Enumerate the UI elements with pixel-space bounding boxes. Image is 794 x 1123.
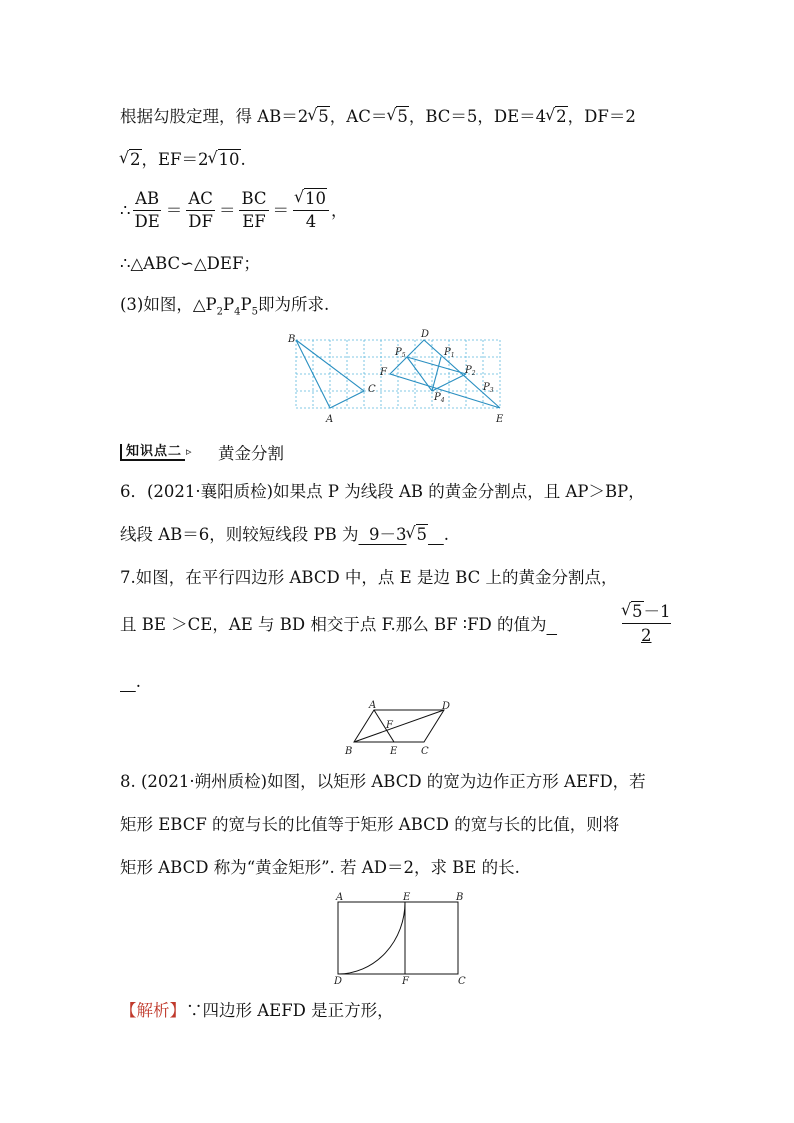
section-tag: 知识点二 ▹ <box>120 440 193 459</box>
equals: ＝ <box>218 200 236 220</box>
solution-text: ∵四边形 AEFD 是正方形， <box>186 1001 394 1020</box>
proof-line-1 <box>120 106 636 128</box>
label-F: F <box>380 367 387 378</box>
fraction-sqrt10-4: √ $\frac{10}{4}$ <box>293 188 329 233</box>
proof-line-2 <box>120 149 246 171</box>
label-B: B <box>288 334 296 345</box>
label-A: A <box>336 892 344 903</box>
grid-figure-triangles <box>284 326 514 426</box>
label-P3: $P_3$ <box>483 382 494 394</box>
q6-line2: 线段 AB＝6，则较短线段 PB 为 9－3√ 5 . <box>120 524 449 546</box>
label-E: E <box>496 414 504 425</box>
sqrt: √ 5 <box>387 106 409 128</box>
q8-line2: 矩形 EBCF 的宽与长的比值等于矩形 ABCD 的宽与长的比值，则将 <box>120 815 620 834</box>
text: ，EF＝2 <box>141 150 209 169</box>
part3-line: (3)如图，$\triangle P_2P_4P_5$即为所求. <box>120 295 330 318</box>
q7-line1: 7.如图，在平行四边形 ABCD 中，点 E 是边 BC 上的黄金分割点， <box>120 568 618 587</box>
sqrt: √ 5 <box>308 106 330 128</box>
sqrt: √ 10 <box>209 149 241 171</box>
therefore-symbol: ∴ <box>120 200 131 220</box>
parallelogram-lines <box>354 710 444 742</box>
label-C: C <box>458 976 466 986</box>
label-D: D <box>442 701 451 712</box>
label-C: C <box>421 746 429 757</box>
sqrt: √ 2 <box>120 149 142 171</box>
q6-answer-blank: 9－3√ 5 <box>359 525 444 544</box>
q8-line3: 矩形 ABCD 称为“黄金矩形”. 若 AD＝2，求 BE 的长. <box>120 858 520 877</box>
label-F: F <box>386 720 393 731</box>
parallelogram-figure <box>338 698 462 760</box>
solution-line <box>120 1000 394 1022</box>
ratio-line <box>120 188 348 233</box>
rectangle-lines <box>338 902 458 974</box>
label-P1: $P_1$ <box>444 347 455 359</box>
text: ，BC＝5，DE＝4 <box>408 107 547 126</box>
equals: ＝ <box>272 200 290 220</box>
label-B: B <box>456 892 464 903</box>
similar-statement: ∴△ABC∽△DEF； <box>120 254 260 273</box>
label-P5: $P_5$ <box>395 347 406 359</box>
q7-line3: . <box>135 672 141 691</box>
solution-tag: 【解析】 <box>120 1001 186 1020</box>
section-title: 黄金分割 <box>218 444 284 463</box>
label-A: A <box>369 700 377 711</box>
label-E: E <box>390 746 398 757</box>
label-E: E <box>403 892 411 903</box>
fraction-bc-ef: $\frac{BC}{EF}$ <box>241 189 267 231</box>
q6-line1: 6．(2021·襄阳质检)如果点 P 为线段 AB 的黄金分割点，且 AP＞BP， <box>120 482 645 501</box>
text: 根据勾股定理，得 AB＝2 <box>120 107 309 126</box>
label-P2: $P_2$ <box>465 365 476 377</box>
label-A: A <box>326 414 334 425</box>
golden-rectangle-figure <box>328 890 474 986</box>
fraction-ac-df: $\frac{AC}{DF}$ <box>188 189 213 231</box>
label-C: C <box>368 384 376 395</box>
q7-answer-fraction: √ 5－1 2 <box>622 601 671 648</box>
fraction-ab-de: $\frac{AB}{DE}$ <box>134 189 160 231</box>
label-B: B <box>345 746 353 757</box>
text: ，DF＝2 <box>567 107 636 126</box>
text: ， <box>331 200 348 220</box>
label-D: D <box>421 329 430 340</box>
sqrt: √ 2 <box>546 106 568 128</box>
q7-line2: 且 BE ＞CE，AE 与 BD 相交于点 F.那么 BF ∶FD 的值为 <box>120 615 547 634</box>
q8-line1: 8. (2021·朔州质检)如图，以矩形 ABCD 的宽为边作正方形 AEFD，若 <box>120 772 646 791</box>
arrow-icon: ▹ <box>186 445 193 458</box>
equals: ＝ <box>165 200 183 220</box>
label-F: F <box>402 976 409 986</box>
text: ，AC＝ <box>329 107 388 126</box>
text: . <box>240 150 246 169</box>
label-D: D <box>334 976 343 986</box>
label-P4: $P_4$ <box>434 392 445 404</box>
